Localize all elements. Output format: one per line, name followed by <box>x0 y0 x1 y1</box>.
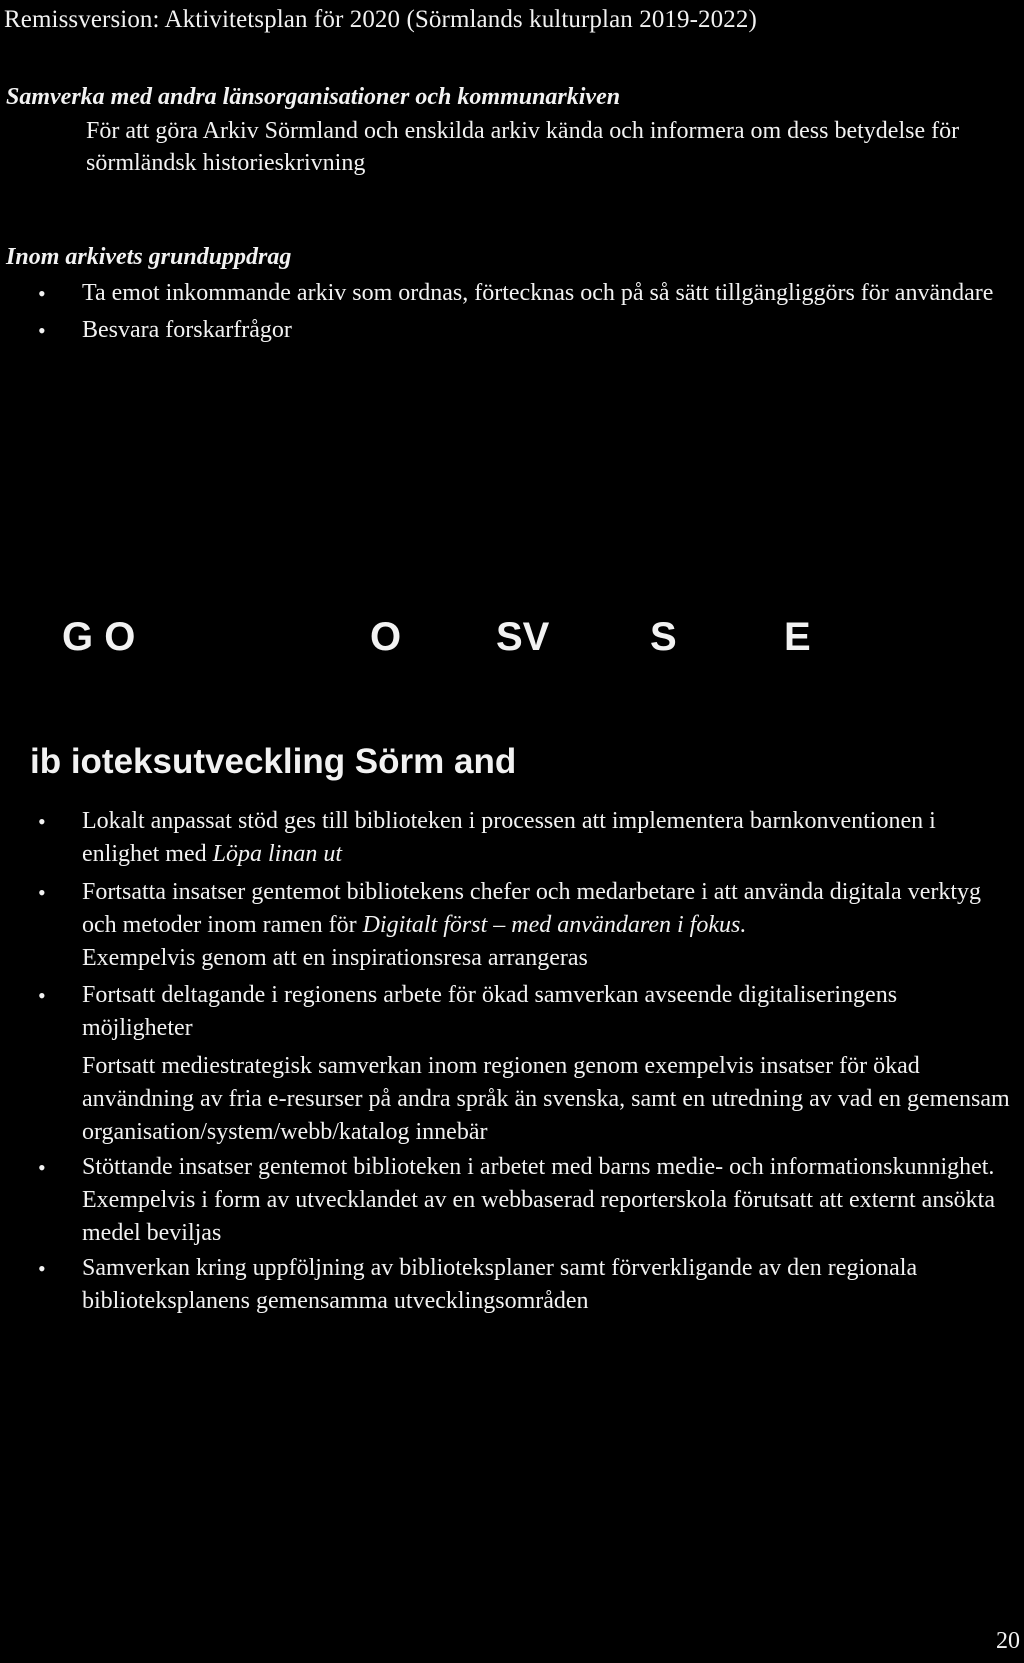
list-item-text: Ta emot inkommande arkiv som ordnas, förtecknas och på så sätt tillgängliggörs för användare <box>82 280 994 306</box>
library-paragraph: Fortsatt mediestrategisk samverkan inom regionen genom exempelvis insatser för ökad användning av fria e-resurser på andra språk än svenska, samt en utredning av vad en gemensam organisation/system/webb/katalog innebär <box>82 1053 1010 1145</box>
bullet-icon: • <box>38 809 46 834</box>
list-item-text: Fortsatta insatser gentemot bibliotekens chefer och medarbetare i att använda digitala verktyg och metoder inom ramen för <box>82 879 982 938</box>
list-item <box>0 314 1024 347</box>
list-item-text: Lokalt anpassat stöd ges till biblioteken i processen att implementera barnkonventionen i enlighet med <box>82 808 936 867</box>
list-item-text: Besvara forskarfrågor <box>82 317 292 343</box>
paragraph-collaboration: För att göra Arkiv Sörmland och enskilda arkiv kända och informera om dess betydelse för sörmländsk historieskrivning <box>86 118 960 176</box>
list-item <box>0 979 1024 1045</box>
list-item <box>0 876 1024 975</box>
bullet-icon: • <box>38 983 46 1008</box>
page-number: 20 <box>996 1628 1020 1654</box>
library-section <box>0 805 1024 1318</box>
archive-section <box>0 84 1024 179</box>
list-item <box>0 805 1024 871</box>
page-header: Remissversion: Aktivitetsplan för 2020 (Sörmlands kulturplan 2019-2022) <box>4 6 757 33</box>
fragment-heading-part: S <box>650 615 677 659</box>
list-item <box>0 1252 1024 1318</box>
fragment-heading-part: SV <box>496 615 550 659</box>
bullet-icon: • <box>38 1256 46 1281</box>
list-item-continuation: Exempelvis genom att en inspirationsresa arrangeras <box>82 945 588 971</box>
subheading-collaboration: Samverka med andra länsorganisationer och kommunarkiven <box>6 84 621 110</box>
subheading-core-mission: Inom arkivets grunduppdrag <box>6 244 292 270</box>
list-item-italic: Löpa linan ut <box>212 841 342 867</box>
archive-core-section <box>0 244 1024 347</box>
library-activity-list <box>0 805 1024 1045</box>
list-item-italic: Digitalt först – med användaren i fokus. <box>362 912 747 938</box>
library-activity-list-continued <box>0 1151 1024 1318</box>
fragment-heading-part: G O <box>62 615 136 659</box>
core-mission-list <box>0 277 1024 347</box>
bullet-icon: • <box>38 318 46 343</box>
list-item-text: Fortsatt deltagande i regionens arbete för ökad samverkan avseende digitaliseringens möjligheter <box>82 982 898 1041</box>
bullet-icon: • <box>38 281 46 306</box>
bullet-icon: • <box>38 1155 46 1180</box>
list-item <box>0 277 1024 310</box>
bullet-icon: • <box>38 880 46 905</box>
fragment-heading-part: E <box>784 615 811 659</box>
list-item-text: Stöttande insatser gentemot biblioteken i arbetet med barns medie- och informationskunnighet. Exempelvis i form av utvecklandet av en webbaserad reporterskola förutsatt att externt ansökta medel beviljas <box>82 1154 995 1246</box>
list-item <box>0 1151 1024 1250</box>
fragment-heading-part: O <box>370 615 402 659</box>
list-item-text: Samverkan kring uppföljning av biblioteksplaner samt förverkligande av den regionala biblioteksplanens gemensamma utvecklingsområden <box>82 1255 918 1314</box>
library-section-heading: ib ioteksutveckling Sörm and <box>30 742 517 781</box>
